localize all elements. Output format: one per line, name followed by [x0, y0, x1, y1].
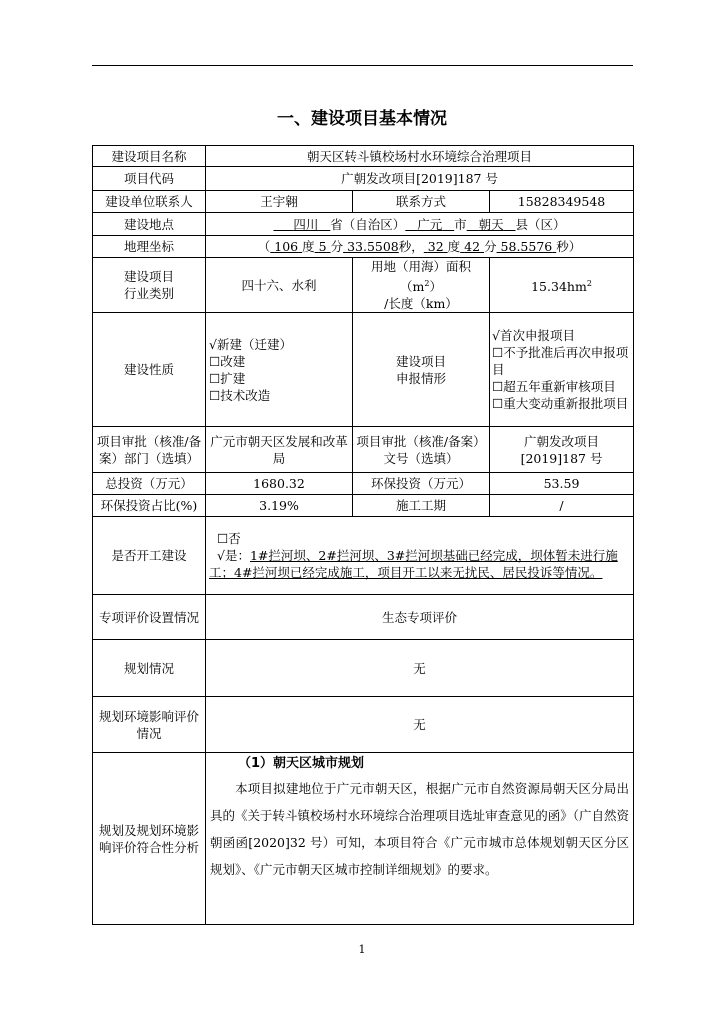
- label-project-code: 项目代码: [93, 167, 206, 191]
- page-number: 1: [358, 943, 366, 956]
- declare-first: √首次申报项目: [492, 328, 575, 344]
- label-plan-env: 规划环境影响评价情况: [93, 697, 206, 753]
- label-approval-doc: 项目审批（核准/备案）文号（选填）: [353, 427, 490, 473]
- label-contact: 建设单位联系人: [93, 191, 206, 213]
- value-conformity: [206, 753, 634, 925]
- label-started: 是否开工建设: [93, 517, 206, 595]
- option-rebuild: ☐改建: [209, 353, 246, 369]
- value-plan-env: 无: [206, 697, 634, 753]
- lon-deg: 106: [274, 239, 299, 254]
- value-industry: 四十六、水利: [206, 258, 353, 313]
- label-industry: 建设项目 行业类别: [93, 258, 206, 313]
- value-approval-doc: 广朝发改项目[2019]187 号: [490, 427, 634, 473]
- label-declare: 建设项目 申报情形: [353, 313, 490, 427]
- label-env-ratio: 环保投资占比(%): [93, 495, 206, 517]
- label-conformity: 规划及规划环境影响评价符合性分析: [93, 753, 206, 925]
- row-plan-env: [93, 697, 634, 753]
- started-yes-prefix: √是：: [217, 548, 250, 564]
- value-env-investment: 53.59: [490, 473, 634, 495]
- label-coords: 地理坐标: [93, 236, 206, 258]
- value-env-ratio: 3.19%: [206, 495, 353, 517]
- lon-min: 5: [318, 239, 327, 254]
- lat-sec: 58.5576: [500, 239, 553, 254]
- value-contact-name: 王宇翱: [206, 191, 353, 213]
- label-investment: 总投资（万元）: [93, 473, 206, 495]
- city: 广元: [417, 216, 443, 232]
- label-planning: 规划情况: [93, 640, 206, 697]
- value-started: [206, 517, 634, 595]
- option-expand: ☐扩建: [209, 370, 246, 386]
- conformity-paragraph: 本项目拟建地位于广元市朝天区，根据广元市自然资源局朝天区分局出具的《关于转斗镇校场村水环境综合治理项目选址审查意见的函》（广自然资朝函函[2020]32 号）可知，本项目符合《广元市城市总体规划朝天区分区规划》、《广元市朝天区城市控制详细规划》的要求。: [210, 781, 630, 878]
- value-special-eval: 生态专项评价: [206, 595, 634, 640]
- county-suffix: 县（区）: [515, 216, 566, 232]
- row-env-ratio: [93, 495, 634, 517]
- started-yes-text: 1#拦河坝、2#拦河坝、3#拦河坝基础已经完成，坝体暂未进行施工；4#拦河坝已经完成施工，项目开工以来无扰民、居民投诉等情况。: [209, 548, 618, 581]
- label-nature: 建设性质: [93, 313, 206, 427]
- label-approval-dept: 项目审批（核准/备案）部门（选填）: [93, 427, 206, 473]
- value-investment: 1680.32: [206, 473, 353, 495]
- lon-sec: 33.5508: [347, 239, 399, 254]
- label-special-eval: 专项评价设置情况: [93, 595, 206, 640]
- label-location: 建设地点: [93, 213, 206, 236]
- value-area: $15.34hm^2$: [490, 258, 634, 313]
- value-period: /: [490, 495, 634, 517]
- label-project-name: 建设项目名称: [93, 146, 206, 167]
- label-period: 施工工期: [353, 495, 490, 517]
- row-industry: [93, 258, 634, 313]
- row-special-eval: [93, 595, 634, 640]
- option-new: √新建（迁建）: [209, 336, 292, 352]
- lat-deg: 32: [427, 239, 444, 254]
- started-no: ☐否: [217, 531, 241, 547]
- row-location: [93, 213, 634, 236]
- label-area: 用地（用海）面积$(m^2)$ /长度（km）: [353, 258, 490, 313]
- value-phone: 15828349548: [490, 191, 634, 213]
- row-started: [93, 517, 634, 595]
- label-contact-method: 联系方式: [353, 191, 490, 213]
- value-planning: 无: [206, 640, 634, 697]
- row-coords: [93, 236, 634, 258]
- value-coords: （ 106 度 5 分 33.5508秒， 32 度 42 分 58.5576 秒）: [206, 236, 634, 258]
- row-conformity: [93, 753, 634, 925]
- province: 四川: [293, 216, 319, 232]
- header-rule: [92, 65, 633, 66]
- row-contact: [93, 191, 634, 213]
- county: 朝天: [478, 216, 504, 232]
- value-project-code: 广朝发改项目[2019]187 号: [206, 167, 634, 191]
- declare-major-change: ☐重大变动重新报批项目: [492, 396, 629, 412]
- value-location: [206, 213, 634, 236]
- declare-five-years: ☐超五年重新审核项目: [492, 379, 616, 395]
- declare-again: ☐不予批准后再次申报项目: [492, 345, 629, 378]
- value-project-name: 朝天区转斗镇校场村水环境综合治理项目: [206, 146, 634, 167]
- row-planning: [93, 640, 634, 697]
- conformity-heading: （1）朝天区城市规划: [238, 756, 365, 772]
- label-env-investment: 环保投资（万元）: [353, 473, 490, 495]
- section-title: 一、建设项目基本情况: [277, 109, 447, 129]
- row-project-name: [93, 146, 634, 167]
- lat-min: 42: [464, 239, 481, 254]
- project-info-table: [92, 145, 634, 925]
- option-tech: ☐技术改造: [209, 387, 271, 403]
- province-suffix: 省（自治区）: [330, 216, 406, 232]
- value-approval-dept: 广元市朝天区发展和改革局: [206, 427, 353, 473]
- row-project-code: [93, 167, 634, 191]
- declare-options: [490, 313, 634, 427]
- row-nature: [93, 313, 634, 427]
- row-investment: [93, 473, 634, 495]
- nature-options: [206, 313, 353, 427]
- city-suffix: 市: [454, 216, 467, 232]
- row-approval: [93, 427, 634, 473]
